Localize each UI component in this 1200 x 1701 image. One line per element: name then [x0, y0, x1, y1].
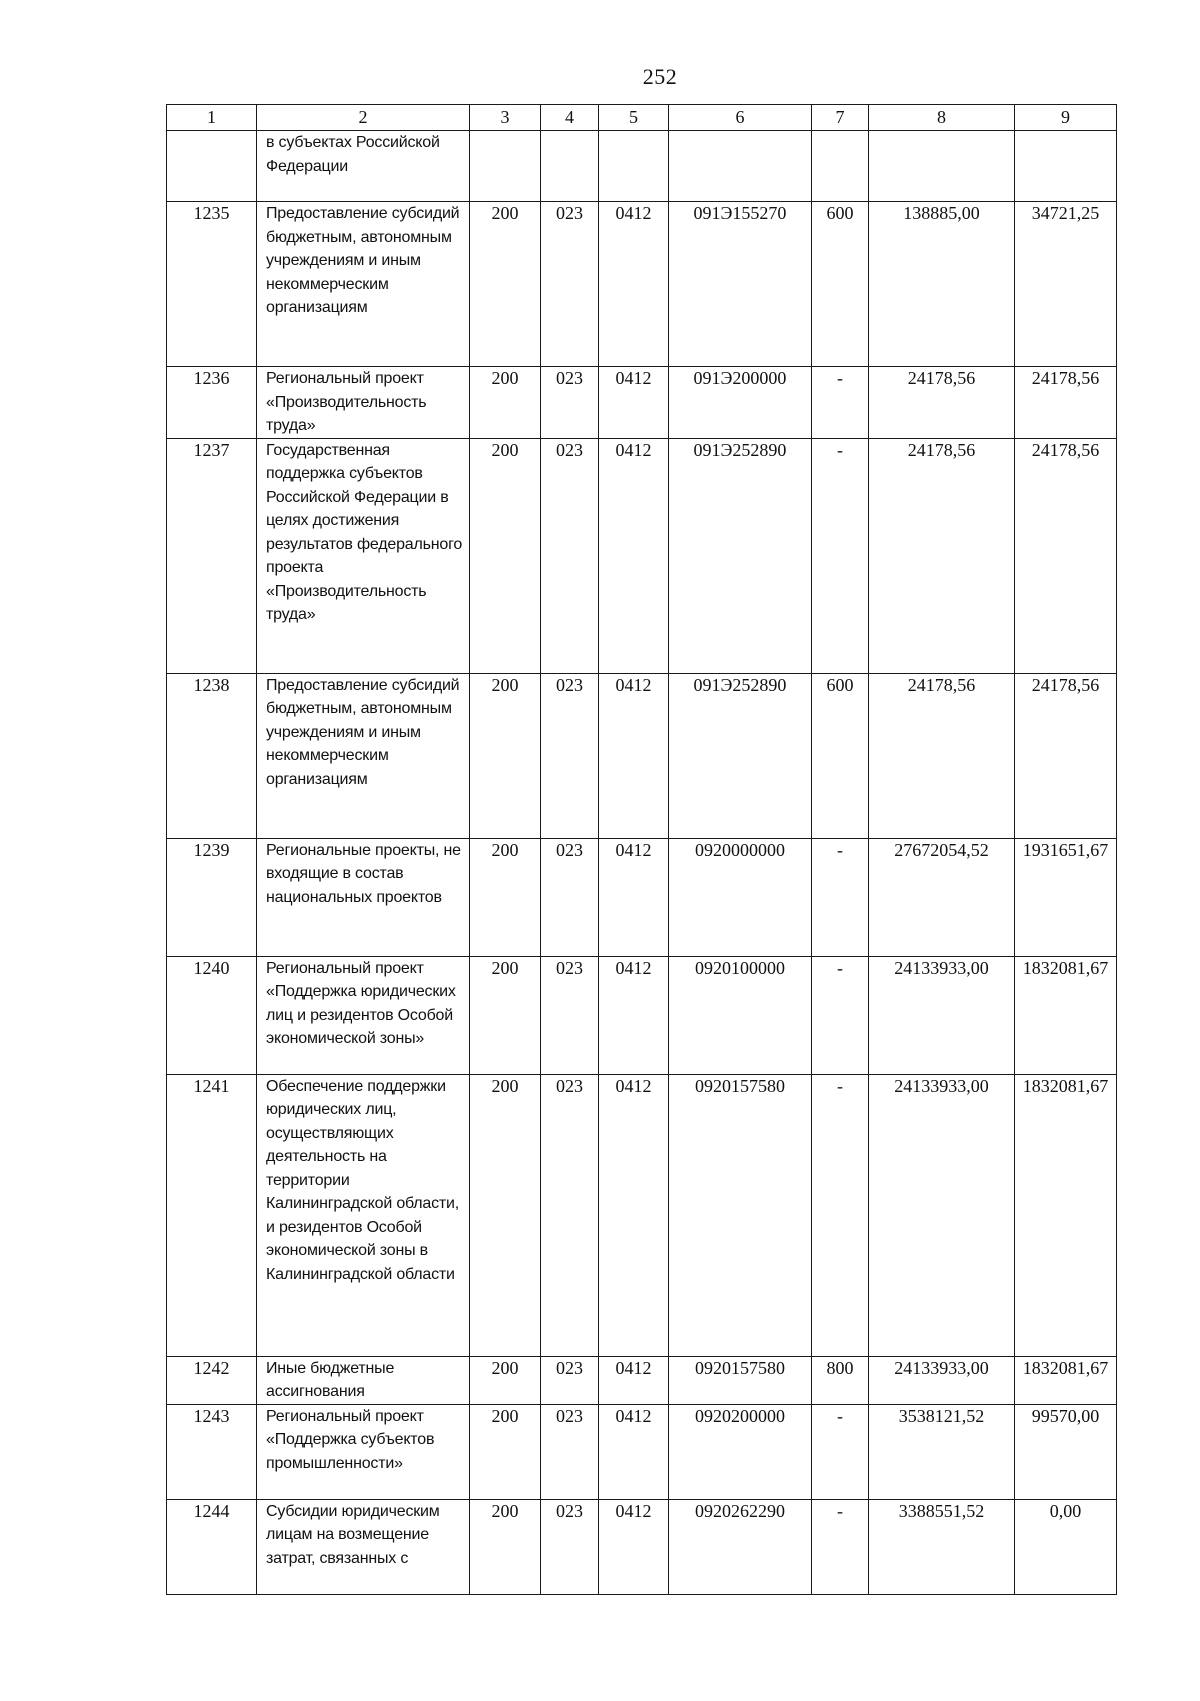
subsection-code-cell: 0412 — [599, 438, 669, 673]
row-number-cell: 1239 — [167, 838, 257, 956]
section-code-cell: 023 — [541, 1499, 599, 1594]
item-name-cell: Предоставление субсидий бюджетным, автономным учреждениям и иным некоммерческим организациям — [257, 202, 470, 367]
ministry-code-cell: 200 — [470, 438, 541, 673]
table-row — [167, 367, 1117, 439]
item-name-cell: Иные бюджетные ассигнования — [257, 1356, 470, 1404]
ministry-code-cell: 200 — [470, 367, 541, 439]
subsection-code-cell: 0412 — [599, 1356, 669, 1404]
ministry-code-cell: 200 — [470, 1356, 541, 1404]
section-code-cell: 023 — [541, 1404, 599, 1499]
expense-type-cell: - — [812, 838, 869, 956]
column-header-5: 5 — [599, 105, 669, 131]
target-article-cell: 091Э252890 — [669, 673, 812, 838]
row-number-cell: 1241 — [167, 1074, 257, 1356]
amount-cell: 3538121,52 — [869, 1404, 1015, 1499]
table-row — [167, 1356, 1117, 1404]
table-row — [167, 202, 1117, 367]
amount-secondary-cell: 0,00 — [1015, 1499, 1117, 1594]
ministry-code-cell: 200 — [470, 1074, 541, 1356]
target-article-cell: 0920262290 — [669, 1499, 812, 1594]
ministry-code-cell: 200 — [470, 956, 541, 1074]
ministry-code-cell: 200 — [470, 673, 541, 838]
column-header-6: 6 — [669, 105, 812, 131]
amount-cell: 27672054,52 — [869, 838, 1015, 956]
page-number: 252 — [642, 64, 678, 89]
subsection-code-cell: 0412 — [599, 1404, 669, 1499]
column-header-4: 4 — [541, 105, 599, 131]
item-name-cell: Региональные проекты, не входящие в состав национальных проектов — [257, 838, 470, 956]
subsection-code-cell: 0412 — [599, 1499, 669, 1594]
item-name-cell: Предоставление субсидий бюджетным, автономным учреждениям и иным некоммерческим организациям — [257, 673, 470, 838]
target-article-cell: 091Э252890 — [669, 438, 812, 673]
target-article-cell: 0920200000 — [669, 1404, 812, 1499]
amount-cell — [869, 131, 1015, 202]
expense-type-cell: - — [812, 367, 869, 439]
amount-secondary-cell: 1931651,67 — [1015, 838, 1117, 956]
target-article-cell: 0920000000 — [669, 838, 812, 956]
amount-secondary-cell: 1832081,67 — [1015, 956, 1117, 1074]
table-header-row — [167, 105, 1117, 131]
expense-type-cell: 600 — [812, 673, 869, 838]
expense-type-cell: - — [812, 1499, 869, 1594]
column-header-9: 9 — [1015, 105, 1117, 131]
ministry-code-cell: 200 — [470, 202, 541, 367]
expense-type-cell: 800 — [812, 1356, 869, 1404]
expense-type-cell: - — [812, 1074, 869, 1356]
target-article-cell — [669, 131, 812, 202]
table-row — [167, 1499, 1117, 1594]
amount-cell: 24178,56 — [869, 438, 1015, 673]
row-number-cell: 1244 — [167, 1499, 257, 1594]
subsection-code-cell: 0412 — [599, 956, 669, 1074]
item-name-cell: Обеспечение поддержки юридических лиц, осуществляющих деятельность на территории Калининградской области, и резидентов Особой экономической зоны в Калининградской области — [257, 1074, 470, 1356]
table-row — [167, 956, 1117, 1074]
subsection-code-cell — [599, 131, 669, 202]
section-code-cell: 023 — [541, 838, 599, 956]
amount-cell: 138885,00 — [869, 202, 1015, 367]
subsection-code-cell: 0412 — [599, 367, 669, 439]
amount-secondary-cell — [1015, 131, 1117, 202]
amount-cell: 24133933,00 — [869, 1356, 1015, 1404]
amount-secondary-cell: 24178,56 — [1015, 438, 1117, 673]
subsection-code-cell: 0412 — [599, 1074, 669, 1356]
column-header-1: 1 — [167, 105, 257, 131]
subsection-code-cell: 0412 — [599, 202, 669, 367]
item-name-cell: Региональный проект «Производительность труда» — [257, 367, 470, 439]
item-name-cell: Региональный проект «Поддержка субъектов промышленности» — [257, 1404, 470, 1499]
expense-type-cell: 600 — [812, 202, 869, 367]
amount-secondary-cell: 34721,25 — [1015, 202, 1117, 367]
expense-type-cell: - — [812, 956, 869, 1074]
section-code-cell — [541, 131, 599, 202]
subsection-code-cell: 0412 — [599, 838, 669, 956]
row-number-cell: 1237 — [167, 438, 257, 673]
ministry-code-cell: 200 — [470, 1499, 541, 1594]
column-header-3: 3 — [470, 105, 541, 131]
target-article-cell: 091Э200000 — [669, 367, 812, 439]
table-row — [167, 838, 1117, 956]
row-number-cell — [167, 131, 257, 202]
amount-cell: 3388551,52 — [869, 1499, 1015, 1594]
ministry-code-cell: 200 — [470, 1404, 541, 1499]
row-number-cell: 1235 — [167, 202, 257, 367]
expense-type-cell — [812, 131, 869, 202]
amount-secondary-cell: 99570,00 — [1015, 1404, 1117, 1499]
ministry-code-cell — [470, 131, 541, 202]
ministry-code-cell: 200 — [470, 838, 541, 956]
column-header-7: 7 — [812, 105, 869, 131]
row-number-cell: 1238 — [167, 673, 257, 838]
column-header-2: 2 — [257, 105, 470, 131]
target-article-cell: 0920100000 — [669, 956, 812, 1074]
row-number-cell: 1242 — [167, 1356, 257, 1404]
amount-secondary-cell: 1832081,67 — [1015, 1356, 1117, 1404]
table-row — [167, 673, 1117, 838]
target-article-cell: 0920157580 — [669, 1074, 812, 1356]
table-row — [167, 1074, 1117, 1356]
expense-type-cell: - — [812, 1404, 869, 1499]
amount-secondary-cell: 24178,56 — [1015, 673, 1117, 838]
amount-cell: 24133933,00 — [869, 1074, 1015, 1356]
row-number-cell: 1236 — [167, 367, 257, 439]
target-article-cell: 091Э155270 — [669, 202, 812, 367]
target-article-cell: 0920157580 — [669, 1356, 812, 1404]
expense-type-cell: - — [812, 438, 869, 673]
budget-table — [166, 104, 1117, 1595]
section-code-cell: 023 — [541, 673, 599, 838]
amount-secondary-cell: 24178,56 — [1015, 367, 1117, 439]
amount-cell: 24178,56 — [869, 367, 1015, 439]
item-name-cell: Государственная поддержка субъектов Российской Федерации в целях достижения результатов федерального проекта «Производительность труда» — [257, 438, 470, 673]
table-row — [167, 1404, 1117, 1499]
table-row — [167, 438, 1117, 673]
row-number-cell: 1243 — [167, 1404, 257, 1499]
column-header-8: 8 — [869, 105, 1015, 131]
table-row — [167, 131, 1117, 202]
item-name-cell: Субсидии юридическим лицам на возмещение затрат, связанных с — [257, 1499, 470, 1594]
amount-cell: 24133933,00 — [869, 956, 1015, 1074]
section-code-cell: 023 — [541, 202, 599, 367]
row-number-cell: 1240 — [167, 956, 257, 1074]
section-code-cell: 023 — [541, 1356, 599, 1404]
item-name-cell: Региональный проект «Поддержка юридических лиц и резидентов Особой экономической зоны» — [257, 956, 470, 1074]
subsection-code-cell: 0412 — [599, 673, 669, 838]
amount-secondary-cell: 1832081,67 — [1015, 1074, 1117, 1356]
section-code-cell: 023 — [541, 438, 599, 673]
amount-cell: 24178,56 — [869, 673, 1015, 838]
section-code-cell: 023 — [541, 1074, 599, 1356]
section-code-cell: 023 — [541, 367, 599, 439]
item-name-cell: в субъектах Российской Федерации — [257, 131, 470, 202]
section-code-cell: 023 — [541, 956, 599, 1074]
